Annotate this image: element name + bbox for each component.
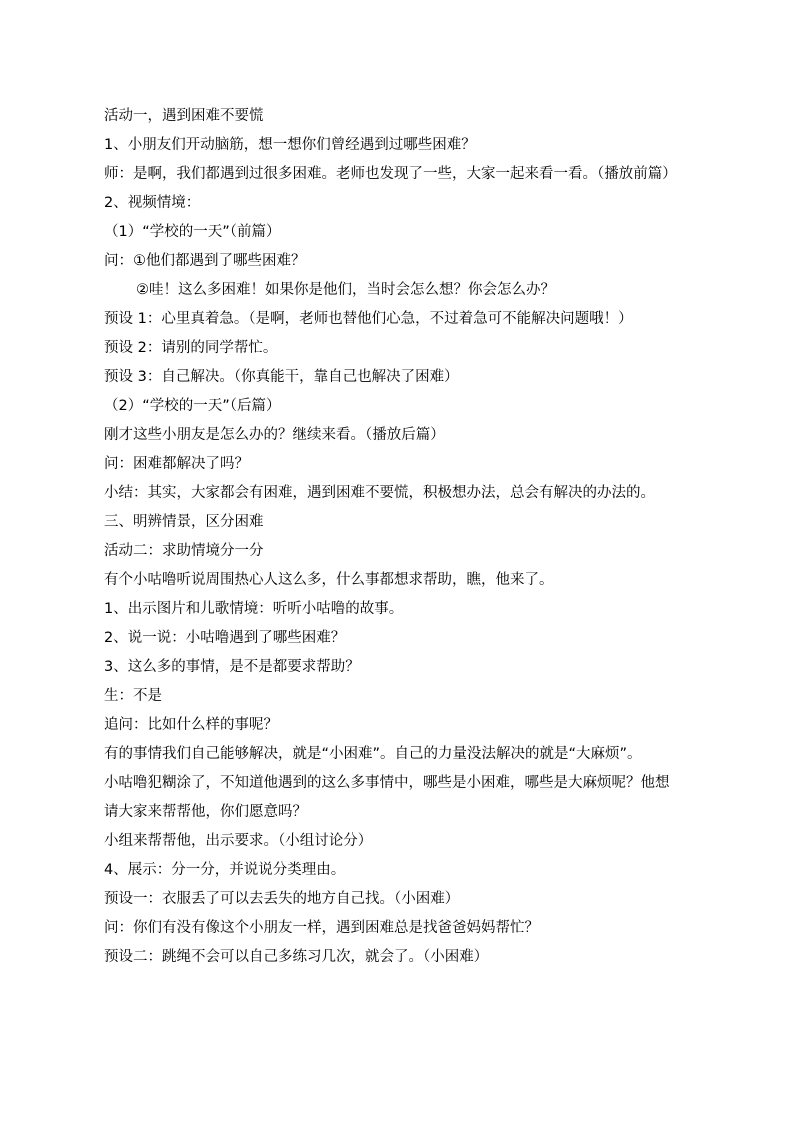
- paragraph-line: 问：你们有没有像这个小朋友一样，遇到困难总是找爸爸妈妈帮忙？: [104, 920, 539, 936]
- paragraph-line: 刚才这些小朋友是怎么办的？继续来看。（播放后篇）: [104, 427, 445, 443]
- section-three-heading: 三、明辨情景，区分困难: [104, 514, 264, 530]
- paragraph-line: （2）“学校的一天”（后篇）: [104, 398, 281, 414]
- paragraph-line: 预设 3：自己解决。（你真能干，靠自己也解决了困难）: [104, 369, 459, 385]
- paragraph-line: 问：①他们都遇到了哪些困难？: [104, 253, 306, 269]
- paragraph-line: 小组来帮帮他，出示要求。（小组讨论分）: [104, 833, 373, 849]
- paragraph-line: 2、说一说：小咕噜遇到了哪些困难？: [104, 630, 346, 646]
- paragraph-line: 1、小朋友们开动脑筋，想一想你们曾经遇到过哪些困难？: [104, 137, 476, 153]
- paragraph-line: 请大家来帮帮他，你们愿意吗？: [104, 804, 307, 820]
- activity-two-heading: 活动二：求助情境分一分: [104, 543, 264, 559]
- paragraph-line: 生：不是: [104, 688, 162, 704]
- paragraph-line: 有个小咕噜听说周围热心人这么多，什么事都想求帮助，瞧，他来了。: [104, 572, 554, 588]
- paragraph-line: 预设 2：请别的同学帮忙。: [104, 340, 278, 356]
- paragraph-line: ②哇！这么多困难！如果你是他们，当时会怎么想？你会怎么办？: [136, 282, 555, 298]
- paragraph-line: （1）“学校的一天”（前篇）: [104, 224, 281, 240]
- paragraph-line: 有的事情我们自己能够解决，就是“小困难”。自己的力量没法解决的就是“大麻烦”。: [104, 746, 642, 762]
- paragraph-line: 预设 1：心里真着急。（是啊，老师也替他们心急，不过着急可不能解决问题哦！）: [104, 311, 633, 327]
- paragraph-line: 师：是啊，我们都遇到过很多困难。老师也发现了一些，大家一起来看一看。（播放前篇）: [104, 166, 677, 182]
- paragraph-line: 预设一：衣服丢了可以去丢失的地方自己找。（小困难）: [104, 891, 460, 907]
- paragraph-line: 2、视频情境：: [104, 195, 201, 211]
- activity-one-heading: 活动一，遇到困难不要慌: [104, 108, 264, 124]
- paragraph-line: 问：困难都解决了吗？: [104, 456, 249, 472]
- paragraph-line: 小咕噜犯糊涂了，不知道他遇到的这么多事情中，哪些是小困难，哪些是大麻烦呢？他想: [104, 775, 670, 791]
- paragraph-line: 3、这么多的事情，是不是都要求帮助？: [104, 659, 360, 675]
- paragraph-line: 4、展示：分一分，并说说分类理由。: [104, 862, 346, 878]
- paragraph-line: 小结：其实，大家都会有困难，遇到困难不要慌，积极想办法，总会有解决的办法的。: [104, 485, 655, 501]
- paragraph-line: 1、出示图片和儿歌情境：听听小咕噜的故事。: [104, 601, 404, 617]
- paragraph-line: 预设二：跳绳不会可以自己多练习几次，就会了。（小困难）: [104, 949, 489, 965]
- paragraph-line: 追问：比如什么样的事呢？: [104, 717, 278, 733]
